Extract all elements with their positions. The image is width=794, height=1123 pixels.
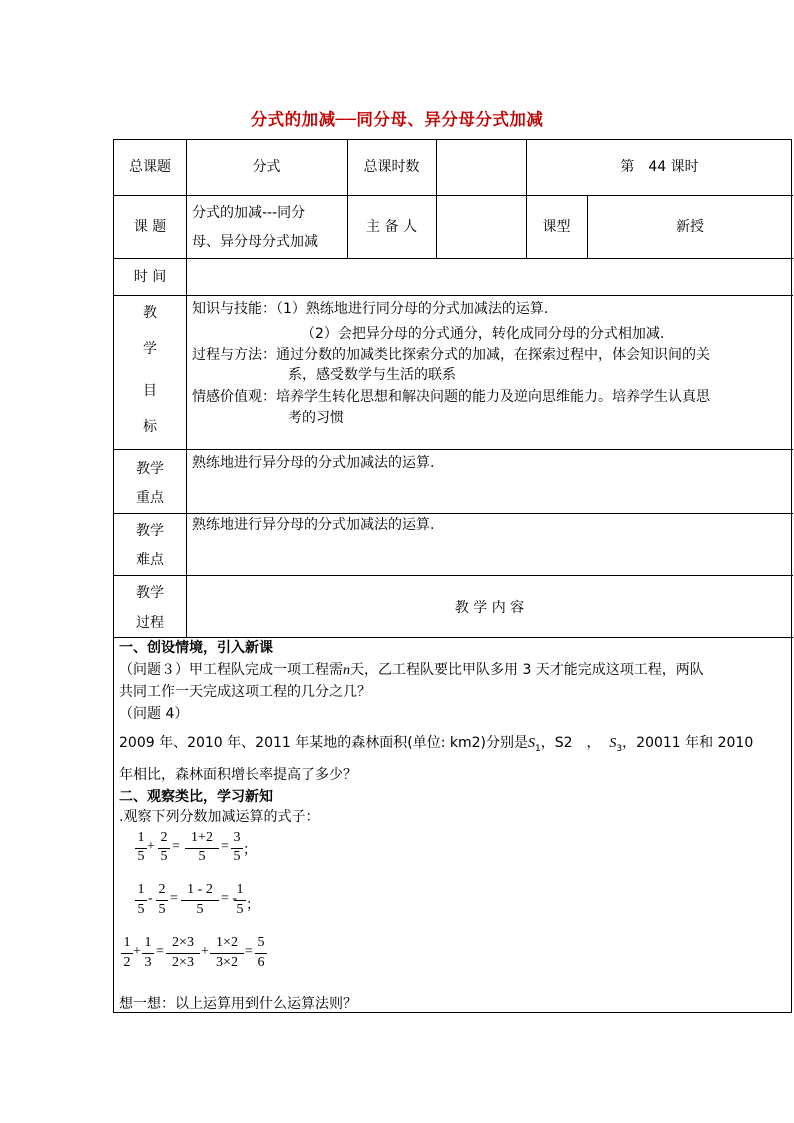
equals: = <box>170 891 178 906</box>
operator: + <box>133 944 141 959</box>
subscript: 3 <box>616 743 623 754</box>
row-divider <box>114 449 793 450</box>
row-divider <box>114 513 793 514</box>
numerator: 1 <box>137 882 145 897</box>
equals: = <box>245 944 253 959</box>
process-label: 教学 <box>136 585 164 601</box>
goal-line: 过程与方法：通过分数的加减类比探索分式的加减，在探索过程中，体会知识间的关 <box>192 347 710 363</box>
numerator: 1×2 <box>216 935 238 950</box>
goal-line: 考的习惯 <box>288 410 344 426</box>
goals-label-char: 目 <box>143 383 157 399</box>
numerator: 1 <box>144 935 152 950</box>
goals-label-char: 学 <box>143 341 157 357</box>
fraction-bar <box>234 900 246 901</box>
symbol-s1: S <box>527 736 535 751</box>
total-topic-value: 分式 <box>252 159 281 175</box>
key-point-label: 重点 <box>136 490 164 506</box>
denominator: 5 <box>137 849 145 864</box>
denominator: 2×3 <box>172 955 194 970</box>
fraction-bar <box>255 953 267 954</box>
difficulty-value: 熟练地进行异分母的分式加减法的运算. <box>192 517 435 533</box>
numerator: 1 <box>123 935 131 950</box>
denominator: 5 <box>137 902 145 917</box>
fraction-bar <box>142 953 154 954</box>
question-4-text: ，20011 年和 2010 <box>622 735 754 751</box>
topic-label: 课 题 <box>133 219 167 235</box>
denominator: 5 <box>236 902 244 917</box>
type-value: 新授 <box>676 219 704 235</box>
col-divider <box>186 140 187 637</box>
operator: + <box>201 944 209 959</box>
question-4-text: 2009 年、2010 年、2011 年某地的森林面积(单位: km2)分别是 <box>119 735 528 751</box>
equals: = <box>172 839 180 854</box>
numerator: 2 <box>160 830 168 845</box>
numerator: 3 <box>233 830 241 845</box>
goal-line: 情感价值观：培养学生转化思想和解决问题的能力及逆向思维能力。培养学生认真思 <box>192 389 710 405</box>
fraction-bar <box>156 900 168 901</box>
semicolon: ； <box>246 898 260 913</box>
goal-line: 系，感受数学与生活的联系 <box>288 367 456 383</box>
denominator: 5 <box>198 849 206 864</box>
numerator: 1 <box>236 882 244 897</box>
denominator: 6 <box>257 955 265 970</box>
denominator: 5 <box>158 902 166 917</box>
question-3-text: （问题３）甲工程队完成一项工程需 <box>119 662 343 678</box>
row-divider <box>114 295 793 296</box>
fraction-bar <box>135 900 147 901</box>
fraction-bar <box>166 953 200 954</box>
equals: = <box>156 944 164 959</box>
fraction-bar <box>210 953 244 954</box>
semicolon: ； <box>243 843 257 858</box>
goal-line: 知识与技能：（1）熟练地进行同分母的分式加减法的运算. <box>192 301 549 317</box>
goal-line: （2）会把异分母的分式通分，转化成同分母的分式相加减. <box>301 326 665 342</box>
question-3-line2: 共同工作一天完成这项工程的几分之几？ <box>119 684 371 700</box>
equals-minus: = - <box>221 891 238 906</box>
page-title: 分式的加减──同分母、异分母分式加减 <box>250 110 544 129</box>
time-label: 时 间 <box>133 269 167 285</box>
observe-instruction: .观察下列分数加减运算的式子： <box>119 809 320 825</box>
denominator: 5 <box>233 849 241 864</box>
separator: ， <box>540 735 555 751</box>
numerator: 5 <box>257 935 265 950</box>
row-divider <box>114 195 793 196</box>
symbol-s3: S <box>609 736 617 751</box>
question-4: （问题 4） <box>119 706 189 722</box>
type-label: 课型 <box>542 219 571 235</box>
question-3-text: 天，乙工程队要比甲队多用 3 天才能完成这项工程，两队 <box>350 662 704 678</box>
fraction-bar <box>121 953 133 954</box>
key-point-label: 教学 <box>136 461 164 477</box>
variable-n: n <box>343 663 350 678</box>
equals: = <box>221 839 229 854</box>
numerator: 1 <box>137 830 145 845</box>
operator: + <box>147 839 155 854</box>
total-hours-label: 总课时数 <box>363 159 420 175</box>
subscript: 1 <box>534 743 541 754</box>
numerator: 2 <box>158 882 166 897</box>
lesson-number: 第 44 课时 <box>620 159 699 175</box>
preparer-label: 主 备 人 <box>366 219 417 235</box>
topic-value-line2: 母、异分母分式加减 <box>192 234 318 250</box>
row-divider <box>114 575 793 576</box>
goals-label-char: 标 <box>143 419 157 435</box>
question-3-line1 <box>119 661 704 680</box>
question-4-line2: 年相比，森林面积增长率提高了多少？ <box>119 767 357 783</box>
operator: - <box>148 891 153 906</box>
total-topic-label: 总课题 <box>129 159 171 175</box>
denominator: 5 <box>196 902 204 917</box>
goals-label-char: 教 <box>143 305 157 321</box>
row-divider <box>114 258 793 259</box>
question-4-line1 <box>119 734 753 758</box>
lesson-plan-table <box>113 139 792 1013</box>
topic-value-line1: 分式的加减---同分 <box>192 205 306 221</box>
fraction-bar <box>181 900 219 901</box>
process-value: 教 学 内 容 <box>454 600 525 616</box>
denominator: 5 <box>160 849 168 864</box>
section-heading: 一、创设情境，引入新课 <box>119 640 273 656</box>
section-heading: 二、观察类比，学习新知 <box>119 789 273 805</box>
row-divider <box>114 637 793 638</box>
difficulty-label: 教学 <box>136 523 164 539</box>
denominator: 3×2 <box>216 955 238 970</box>
key-point-value: 熟练地进行异分母的分式加减法的运算. <box>192 455 435 471</box>
process-label: 过程 <box>136 615 164 631</box>
denominator: 2 <box>123 955 131 970</box>
numerator: 1 - 2 <box>187 882 213 897</box>
symbol-s2: S2 ， <box>554 735 601 751</box>
col-divider <box>436 140 437 258</box>
numerator: 2×3 <box>172 935 194 950</box>
difficulty-label: 难点 <box>136 552 164 568</box>
denominator: 3 <box>144 955 152 970</box>
think-question: 想一想：以上运算用到什么运算法则？ <box>119 996 357 1012</box>
numerator: 1+2 <box>191 830 213 845</box>
